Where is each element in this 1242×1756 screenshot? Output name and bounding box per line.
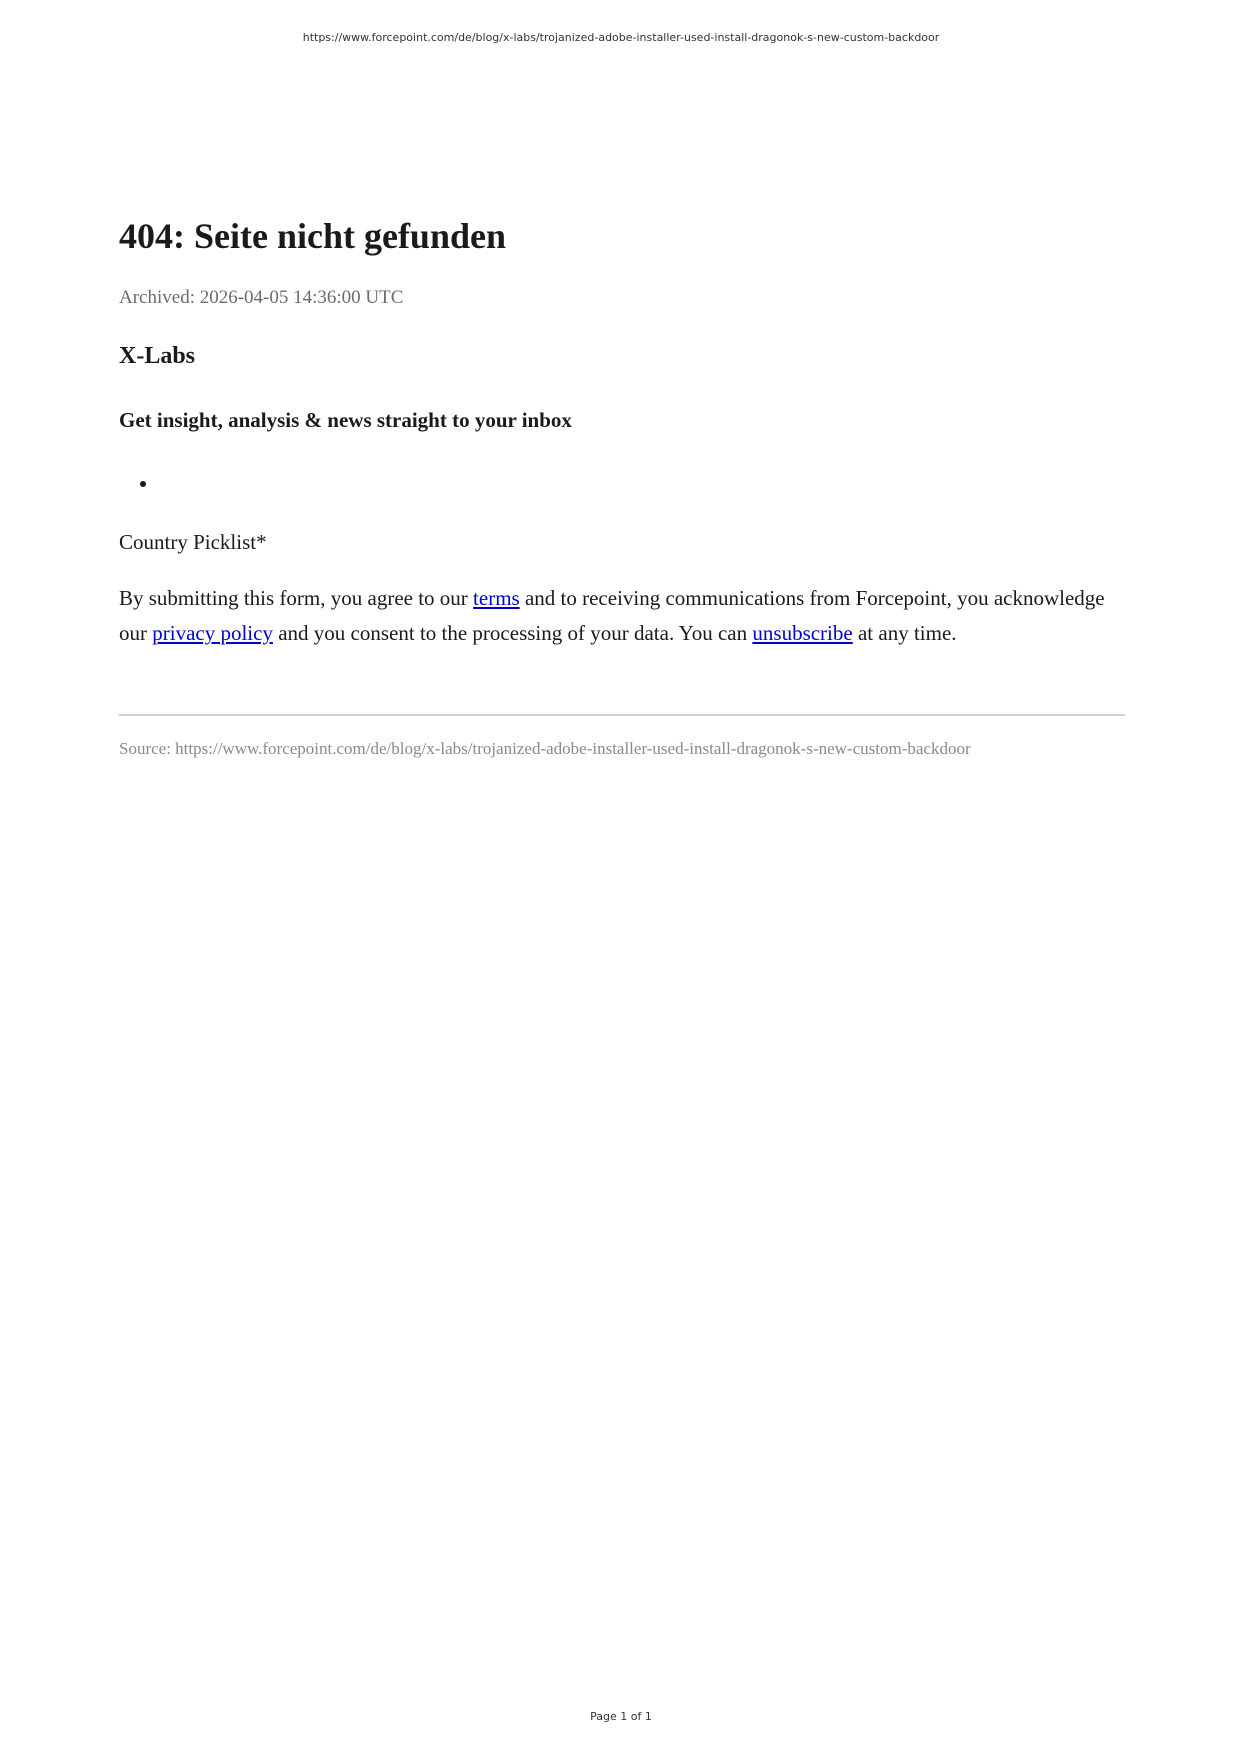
consent-text-4: at any time. [852,621,957,645]
terms-link[interactable]: terms [473,586,520,610]
consent-text-3: and you consent to the processing of your data. You can [272,621,753,645]
print-header-url: https://www.forcepoint.com/de/blog/x-labs/trojanized-adobe-installer-used-install-dragonok-s-new-custom-backdoor [302,31,940,44]
page-number: Page 1 of 1 [590,1710,652,1723]
consent-text-1: By submitting this form, you agree to our [119,586,474,610]
privacy-policy-link[interactable]: privacy policy [152,621,273,645]
newsletter-heading: Get insight, analysis & news straight to your inbox [119,408,572,432]
page-title: 404: Seite nicht gefunden [119,216,506,256]
country-picklist-label: Country Picklist* [119,530,267,554]
unsubscribe-link[interactable]: unsubscribe [752,621,853,645]
archived-timestamp: Archived: 2026-04-05 14:36:00 UTC [119,287,404,308]
empty-list [119,470,159,496]
consent-text-2: and to receiving communications from Forcepoint, you acknowledge our [119,586,1105,645]
divider [119,714,1125,716]
consent-paragraph [119,581,1125,651]
section-heading: X-Labs [119,343,196,369]
source-url: Source: https://www.forcepoint.com/de/blog/x-labs/trojanized-adobe-installer-used-install-dragonok-s-new-custom-backdoor [119,739,971,758]
